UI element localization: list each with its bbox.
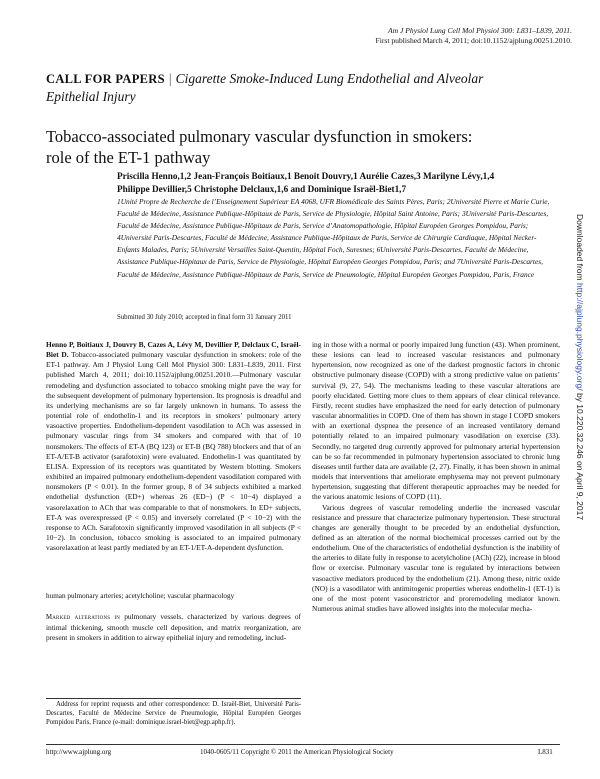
intro-lead-in: Marked alterations in: [46, 614, 121, 621]
affiliations: 1Unité Propre de Recherche de l’Enseignement Supérieur EA 4068, UFR Biomédicale des Saints Pères, Paris; 2Université Pierre et Marie Curie, Faculté de Médecine, Assistance Publique-Hôpitaux de Paris, Service de Physiologie, Hôpital Saint Antoine, Paris; 3Université Paris-Descartes, Faculté de Médecine, Assistance Publique-Hôpitaux de Paris, Service d’Anatomopathologie, Hôpital Européen Georges Pompidou, Paris; 4Université Paris-Descartes, Faculté de Médecine, Assistance Publique-Hôpitaux de Paris, Service de Chirurgie Cardiaque, Hôpital Necker-Enfants Malades, Paris; 5Université Versailles Saint-Quentin, Hôpital Foch, Suresnes; 6Université Paris-Descartes, Faculté de Médecine, Assistance Publique-Hôpitaux de Paris, Service de Physiologie, Hôpital Européen Georges Pompidou, Paris; and 7Université Paris-Descartes, Faculté de Médecine, Assistance Publique-Hôpitaux de Paris, Service de Pneumologie, Hôpital Européen Georges Pompidou, Paris, France: [117, 197, 550, 279]
authors-line-1: Priscilla Henno,1,2 Jean-François Boitiaux,1 Benoit Douvry,1 Aurélie Cazes,3 Marilyne Lévy,1,4: [117, 171, 495, 181]
abstract: [46, 340, 301, 553]
body-paragraph: ing in those with a normal or poorly impaired lung function (43). When prominent, these lesions can lead to increased vascular resistances and pulmonary hypertension, now recognized as one of the darkest prognostic factors in chronic obstructive pulmonary disease (COPD) with a strong predictive value on patients’ survival (9, 27, 54). The mechanisms leading to these vascular alterations are poorly elucidated. Getting more clues to them appears of clear clinical relevance. Firstly, recent studies have emphasized the need for early detection of pulmonary vascular abnormalities in COPD. One of them has shown in stage I COPD smokers with an exertional dyspnea the presence of an increased ventilatory demand potentially related to an impaired pulmonary vasodilation on exercise (33). Secondly, no targeted drug currently approved for pulmonary arterial hypertension can be so far recommended in pulmonary hypertension associated to chronic lung diseases until further data are available (2, 27). Finally, it has been shown in animal models that interventions that ameliorate emphysema may not prevent pulmonary hypertension, suggesting that different therapeutic approaches may be needed for the various anatomic lesions of COPD (11).: [312, 340, 560, 502]
keywords: human pulmonary arteries; acetylcholine; vascular pharmacology: [46, 592, 235, 600]
abstract-body: —Pulmonary vascular remodeling and dysfunction associated to tobacco smoking might pave the way for the subsequent development of pulmonary hypertension. Its prognosis is dreadful and its underlying mechanisms are so far largely unknown in humans. To assess the potential role of endothelin-1 and its receptors in smokers’ pulmonary artery vasoactive properties. Endothelium-dependent vasodilation to ACh was assessed in pulmonary vascular rings from 34 smokers and compared with that of 10 nonsmokers. The effects of ET-A (BQ 123) or ET-B (BQ 788) blockers and that of an ET-A/ET-B activator (sarafotoxin) were evaluated. Endothelin-1 was quantitated by ELISA. Expression of its receptors was quantitated by Western blotting. Smokers exhibited an impaired pulmonary endothelium-dependent vasodilation compared with nonsmokers (P < 0.01). In the former group, 8 of 34 subjects exhibited a marked endothelial dysfunction (ED+) whereas 26 (ED−) (P < 10−4) displayed a vasorelaxation to ACh that was comparable to that of nonsmokers. In ED+ subjects, ET-A was overexpressed (P < 0.05) and inversely correlated (P < 10−2) with the response to ACh. Sarafotoxin significantly improved vasodilation in all subjects (P < 10−2). In conclusion, tobacco smoking is associated to an impaired pulmonary vasorelaxation at least partly mediated by an ET-1/ET-A-dependent dysfunction.: [46, 370, 302, 553]
author-list: [117, 170, 547, 195]
footnote-text: Address for reprint requests and other correspondence: D. Israël-Biet, Université Paris-Descartes, Faculté de Médecine Service de Pneumologie, Hôpital Européen Georges Pompidou Paris, France (e-mail: dominique.israel-biet@egp.aphp.fr).: [46, 701, 301, 727]
body-right-column: [312, 340, 560, 614]
journal-ref-line2: First published March 4, 2011; doi:10.1152/ajplung.00251.2010.: [375, 36, 572, 45]
download-prefix: Downloaded from: [575, 214, 585, 281]
journal-reference: [212, 26, 572, 46]
intro-text: pulmonary vessels, characterized by various degrees of intimal thickening, smooth muscle cell deposition, and matrix reorganization, are present in smokers in addition to airway epithelial injury and remodeling, includ-: [46, 612, 301, 643]
submission-dates: Submitted 30 July 2010; accepted in final form 31 January 2011: [117, 314, 292, 321]
call-for-papers-banner: [46, 70, 526, 106]
authors-line-2: Philippe Devillier,5 Christophe Delclaux,1,6 and Dominique Israël-Biet1,7: [117, 183, 407, 194]
body-paragraph: Various degrees of vascular remodeling underlie the increased vascular resistance and pressure that characterize pulmonary hypertension. These structural changes are generally thought to be preceded by an endothelial dysfunction, defined as an alteration of the normal biochemical processes carried out by the endothelium. One of the characteristics of endothelial dysfunction is the inability of the arteries to dilate fully in response to acetylcholine (ACh) (22), increase in blood flow or exercise. Pulmonary vascular tone is regulated by interactions between vasoactive mediators produced by the endothelium (21). Among these, nitric oxide (NO) is a vasodilator with antimitogenic properties whereas endothelin-1 (ET-1) is one of the most potent vasoconstrictor and proremodeling mediator known. Numerous animal studies have allowed insights into the molecular mecha-: [312, 502, 560, 614]
abstract-citation-authors: Henno P, Boitiaux J, Douvry B, Cazes A, Lévy M, Devillier P, Delclaux C, Israël-Biet D.: [46, 340, 301, 360]
download-watermark: [575, 214, 585, 520]
download-link[interactable]: http://ajplung.physiology.org/: [575, 283, 585, 391]
call-for-papers-label: CALL FOR PAPERS: [46, 72, 165, 86]
journal-ref-line1: Am J Physiol Lung Cell Mol Physiol 300: L831–L839, 2011.: [388, 26, 572, 35]
footer-copyright: 1040-0605/11 Copyright © 2011 the American Physiological Society: [200, 748, 394, 756]
abstract-citation: Tobacco-associated pulmonary vascular dysfunction in smokers: role of the ET-1 pathway. Am J Physiol Lung Cell Mol Physiol 300: L831–L839, 2011. First published March 4, 2011; doi:10.1152/ajplung.00251.2010.: [46, 350, 301, 380]
footer-url[interactable]: http://www.ajplung.org: [46, 748, 112, 756]
page-number: L831: [538, 748, 553, 756]
correspondence-footnote: [46, 700, 301, 727]
intro-paragraph: [46, 612, 301, 643]
call-for-papers-topic: Cigarette Smoke-Induced Lung Endothelial and Alveolar Epithelial Injury: [46, 71, 484, 104]
call-for-papers-separator: |: [168, 71, 172, 86]
download-suffix: by 10.220.32.246 on April 9, 2017: [575, 392, 585, 521]
article-title: Tobacco-associated pulmonary vascular dysfunction in smokers: role of the ET-1 pathway: [46, 127, 473, 167]
footnote-divider: [46, 698, 301, 699]
footer-divider: [46, 744, 560, 745]
